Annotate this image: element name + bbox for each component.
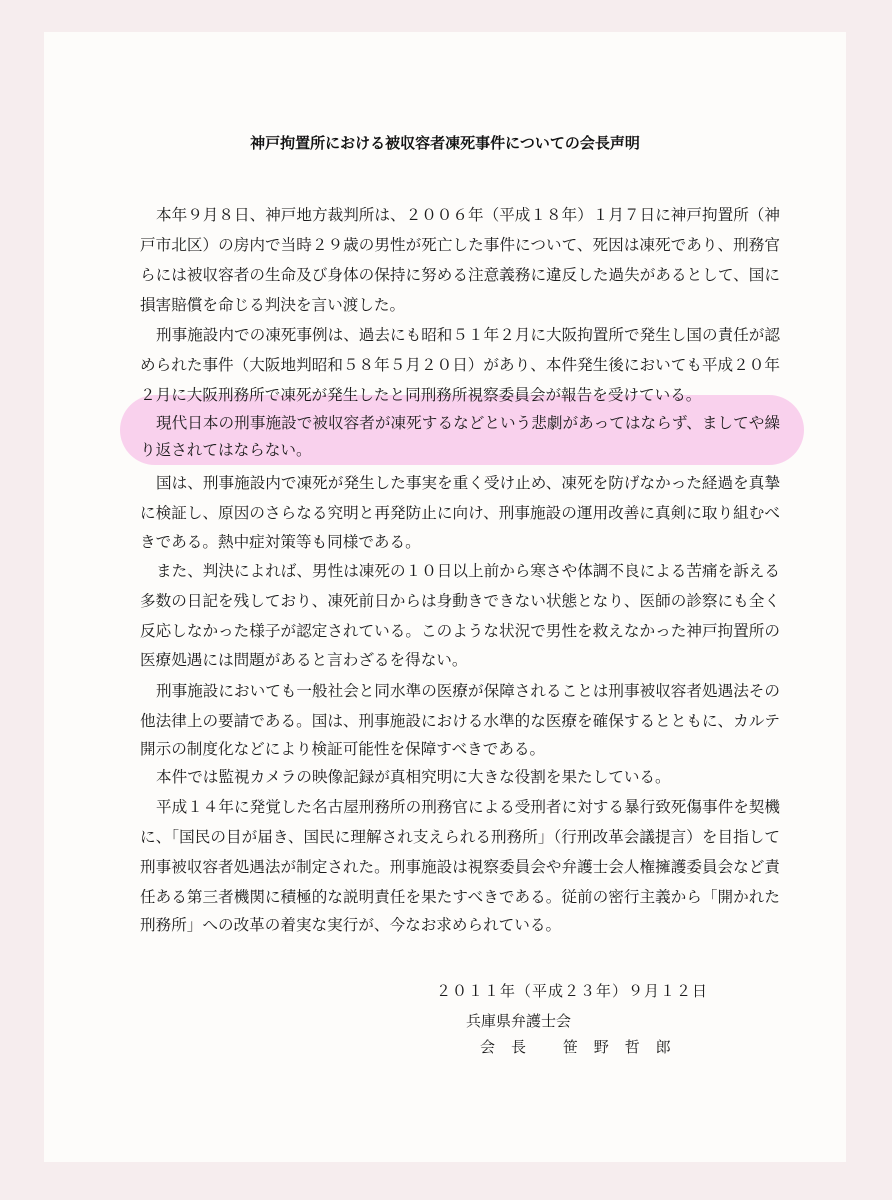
document-page (44, 32, 846, 1162)
body-line: 他法律上の要請である。国は、刑事施設における水準的な医療を確保するとともに、カルテ (140, 712, 780, 730)
body-line: 本件では監視カメラの映像記録が真相究明に大きな役割を果たしている。 (156, 768, 671, 786)
body-line: 開示の制度化などにより検証可能性を保障すべきである。 (140, 740, 546, 758)
body-line: 医療処遇には問題があると言わざるを得ない。 (140, 651, 468, 669)
body-line: 戸市北区）の房内で当時２９歳の男性が死亡した事件について、死因は凍死であり、刑務官 (140, 236, 780, 254)
body-line: 多数の日記を残しており、凍死前日からは身動きできない状態となり、医師の診察にも全く (140, 592, 780, 610)
body-line: 刑事被収容者処遇法が制定された。刑事施設は視察委員会や弁護士会人権擁護委員会など責 (140, 858, 780, 876)
signature-organization: 兵庫県弁護士会 (466, 1012, 572, 1030)
body-line: ２月に大阪刑務所で凍死が発生したと同刑務所視察委員会が報告を受けている。 (140, 386, 702, 404)
body-line: 国は、刑事施設内で凍死が発生した事実を重く受け止め、凍死を防げなかった経過を真摯 (156, 474, 780, 492)
highlighted-line: り返されてはならない。 (140, 441, 312, 459)
body-line: 反応しなかった様子が認定されている。このような状況で男性を救えなかった神戸拘置所の (140, 622, 780, 640)
body-line: 刑事施設においても一般社会と同水準の医療が保障されることは刑事被収容者処遇法その (156, 682, 780, 700)
body-line: められた事件（大阪地判昭和５８年５月２０日）があり、本件発生後においても平成２０年 (140, 356, 780, 374)
body-line: 任ある第三者機関に積極的な説明責任を果たすべきである。従前の密行主義から「開かれた (140, 888, 780, 906)
body-line: らには被収容者の生命及び身体の保持に努める注意義務に違反した過失があるとして、国に (140, 266, 780, 284)
body-line: また、判決によれば、男性は凍死の１０日以上前から寒さや体調不良による苦痛を訴える (156, 562, 780, 580)
body-line: 平成１４年に発覚した名古屋刑務所の刑務官による受刑者に対する暴行致死傷事件を契機 (156, 798, 780, 816)
body-line: 刑務所」への改革の着実な実行が、今なお求められている。 (140, 916, 562, 934)
body-line: に、「国民の目が届き、国民に理解され支えられる刑務所」（行刑改革会議提言）を目指して (140, 828, 780, 846)
signature-name: 会長 笹野哲郎 (480, 1038, 687, 1056)
body-line: 本年９月８日、神戸地方裁判所は、２００６年（平成１８年）１月７日に神戸拘置所（神 (156, 206, 780, 224)
signature-date: ２０１１年（平成２３年）９月１２日 (436, 982, 709, 1000)
body-line: きである。熱中症対策等も同様である。 (140, 533, 421, 551)
document-title: 神戸拘置所における被収容者凍死事件についての会長声明 (250, 134, 640, 152)
body-line: 刑事施設内での凍死事例は、過去にも昭和５１年２月に大阪拘置所で発生し国の責任が認 (156, 326, 780, 344)
body-line: 損害賠償を命じる判決を言い渡した。 (140, 296, 406, 314)
body-line: に検証し、原因のさらなる究明と再発防止に向け、刑事施設の運用改善に真剣に取り組むべ (140, 504, 780, 522)
highlighted-line: 現代日本の刑事施設で被収容者が凍死するなどという悲劇があってはならず、ましてや繰 (156, 414, 780, 432)
